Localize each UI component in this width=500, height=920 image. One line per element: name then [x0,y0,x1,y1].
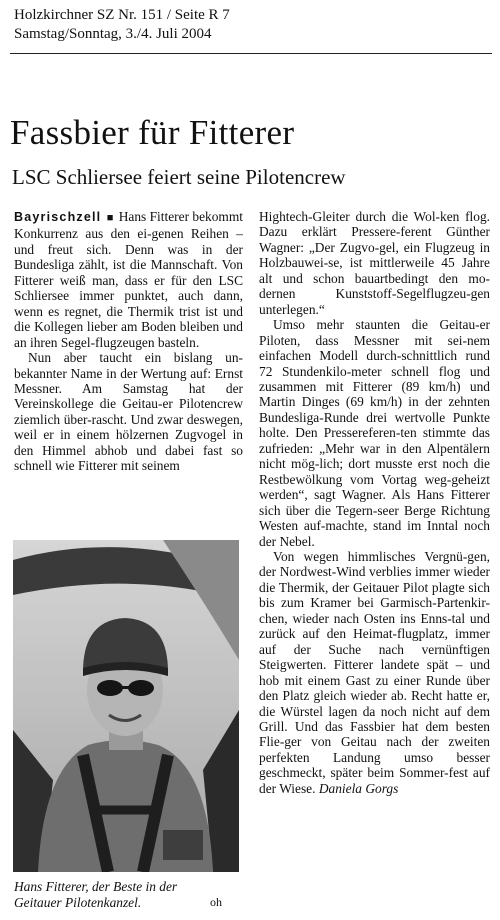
headline: Fassbier für Fitterer [10,113,295,152]
paragraph-text: Von wegen himmlisches Vergnü-gen, der Nordwest-Wind verblies immer wieder die Thermik, der Geitauer Pilot plagte sich bis zum Kramer bei Garmisch-Partenkir-chen, wieder nach Osten ins Enns-tal und zurück auf den Heimat-flugplatz, immer auf der Suche nach vernünftigen Steigwerten. Fitterer landete spät – und hob mit einem Gast zu einer Runde über den Platz gleich wieder ab. Recht hatte er, die Würstel lagen da noch nicht auf dem Grill. Und das Fassbier hat dem besten Flie-ger von Geitau nach der zweiten perfekten Landung umso besser geschmeckt, später beim Sommer-fest auf der Wiese. [259,548,490,796]
paragraph-text: Hans Fitterer bekommt Konkurrenz aus den ei-genen Reihen – und freut sich. Denn was in der Bundesliga zählt, ist die Mannschaft. Von Fitterer weiß man, dass er für den LSC Schliersee immer punktet, auch dann, wenn es regnet, die Thermik trist ist und die Kollegen lieber am Boden bleiben und an ihren Segel-flugzeugen basteln. [14,209,243,350]
article-column-left [14,209,243,474]
header-rule [10,53,492,54]
article-paragraph: Nun aber taucht ein bislang un-bekannter Name in der Wertung auf: Ernst Messner. Am Samstag hat der Vereinskollege die Geitau-er Pilotencrew ziemlich über-rascht. Und zwar deswegen, weil er in einem hölzernen Zugvogel in den Himmel abhob und dabei fast so schnell wie Fitterer mit seinem [14,350,243,474]
pilot-in-cockpit-image [13,540,239,872]
author-byline: Daniela Gorgs [318,780,399,796]
photo-credit: oh [210,895,222,909]
header-date: Samstag/Sonntag, 3./4. Juli 2004 [14,26,212,42]
article-paragraph: Umso mehr staunten die Geitau-er Piloten, dass Messner mit sei-nem einfachen Modell durch-schnittlich rund 72 Stundenkilo-meter schnell flog und zusammen mit Fitterer (89 km/h) und Martin Dinges (69 km/h) in der zehnten Bundesliga-Runde drei wertvolle Punkte holte. Den Pressereferen-ten stimmte das zufrieden: „Mehr war in den Alpentälern nicht mög-lich; dort musste erst noch die Restbewölkung vom Vortag weg-geheizt werden“, sagt Wagner. Als Hans Fitterer sich über die Tegern-seer Berge Richtung Westen auf-machte, stand im Inntal noch der Nebel. [259,317,490,549]
pilot-photo [13,540,239,872]
subheadline: LSC Schliersee feiert seine Pilotencrew [12,165,346,189]
photo-caption [14,879,242,911]
caption-line: Geitauer Pilotenkanzel. [14,895,142,910]
dateline: Bayrischzell [14,210,102,224]
caption-line: Hans Fitterer, der Beste in der [14,879,178,894]
article-column-right [259,209,490,796]
newspaper-header [14,6,230,44]
header-publication: Holzkirchner SZ Nr. 151 / Seite R 7 [14,7,230,23]
article-paragraph [14,209,243,350]
article-paragraph: Hightech-Gleiter durch die Wol-ken flog. Dazu erklärt Pressere-ferent Günther Wagner: „Der Zugvo-gel, ein Flugzeug in Holzbauwei-se, ist mittlerweile 45 Jahre alt und schon bauartbedingt den mo-dernen Kunststoff-Segelflugzeu-gen unterlegen.“ [259,209,490,317]
square-bullet-icon: ■ [106,212,114,224]
article-paragraph [259,549,490,796]
